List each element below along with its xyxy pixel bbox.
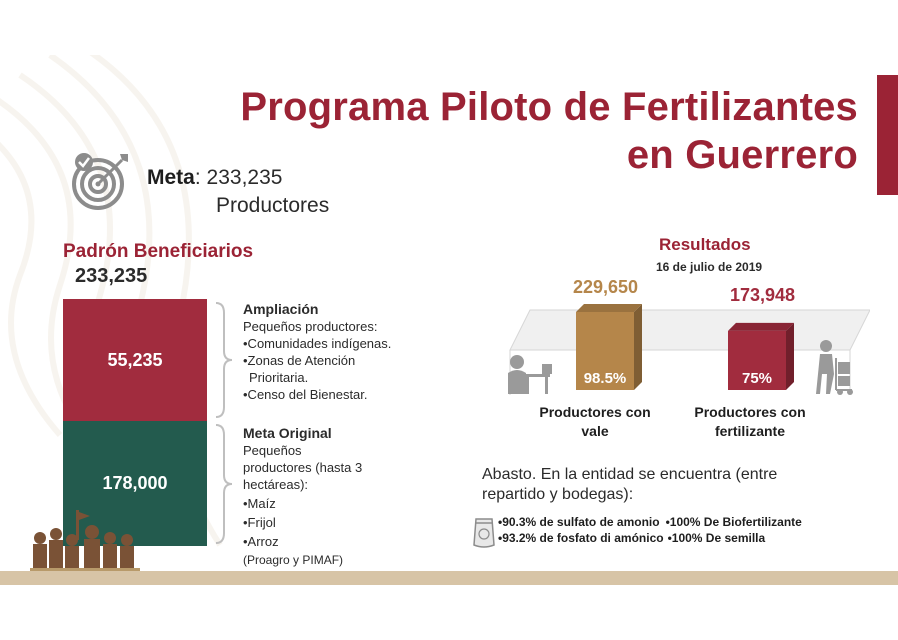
- abasto-item: •90.3% de sulfato de amonio: [498, 515, 660, 529]
- meta-label: Meta: [147, 166, 195, 189]
- meta-text: [147, 166, 282, 190]
- category-label-line: Productores con: [539, 404, 651, 420]
- abasto-text: [482, 465, 777, 505]
- ampliacion-heading: Ampliación: [243, 301, 319, 317]
- sack-icon: [470, 515, 498, 549]
- meta-original-line: •Arroz: [243, 534, 279, 549]
- meta-value: : 233,235: [194, 166, 283, 189]
- ampliacion-line: •Comunidades indígenas.: [243, 336, 392, 351]
- target-icon: [70, 150, 132, 212]
- page-title: [240, 83, 858, 179]
- result-bar: [576, 304, 642, 390]
- segment-ampliacion-label: 55,235: [107, 349, 163, 370]
- brace-meta-original: [212, 423, 234, 545]
- ampliacion-line: •Censo del Bienestar.: [243, 387, 368, 402]
- segment-ampliacion: [63, 299, 207, 421]
- meta-original-line: Pequeños: [243, 443, 302, 458]
- meta-original-line: hectáreas):: [243, 477, 309, 492]
- heroes-illustration: [30, 510, 140, 572]
- abasto-items: [498, 514, 802, 546]
- ampliacion-line: •Zonas de Atención: [243, 353, 356, 368]
- bar-percent-label: 75%: [741, 370, 773, 387]
- meta-original-line: productores (hasta 3: [243, 460, 363, 475]
- padron-total: 233,235: [75, 265, 148, 287]
- result-bar: [728, 323, 794, 390]
- abasto-line: Abasto. En la entidad se encuentra (entre: [482, 466, 778, 483]
- meta-original-line: •Frijol: [243, 515, 276, 530]
- resultados-chart: [490, 270, 870, 395]
- resultados-title: Resultados: [659, 235, 751, 254]
- category-label-line: Productores con: [694, 404, 806, 420]
- brace-ampliacion: [212, 301, 234, 419]
- meta-original-line: (Proagro y PIMAF): [243, 553, 344, 567]
- meta-original-description: [243, 425, 362, 569]
- category-label-fertilizante: [675, 403, 825, 441]
- bar-value-label: 173,948: [730, 285, 796, 305]
- chart-platform: [510, 310, 870, 395]
- meta-original-line: •Maíz: [243, 496, 276, 511]
- footer-bar: [0, 571, 898, 585]
- segment-meta-original-label: 178,000: [102, 473, 168, 493]
- abasto-line: repartido y bodegas):: [482, 486, 634, 503]
- ampliacion-line: Prioritaria.: [249, 370, 309, 385]
- category-label-line: fertilizante: [714, 423, 785, 439]
- meta-original-heading: Meta Original: [243, 425, 332, 441]
- meta-unit: Productores: [216, 194, 330, 217]
- accent-stripe: [877, 75, 898, 195]
- bar-value-label: 229,650: [573, 277, 639, 297]
- abasto-item: •100% De semilla: [667, 531, 766, 545]
- bar-percent-label: 98.5%: [583, 370, 627, 387]
- category-label-line: vale: [581, 423, 609, 439]
- title-line-1: Programa Piloto de Fertilizantes: [240, 85, 858, 129]
- abasto-row: [498, 514, 802, 530]
- abasto-item: •100% De Biofertilizante: [665, 515, 802, 529]
- category-label-vale: [520, 403, 670, 441]
- abasto-row: [498, 530, 802, 546]
- title-line-2: en Guerrero: [626, 133, 858, 177]
- abasto-item: •93.2% de fosfato di amónico: [498, 531, 664, 545]
- resultados-date: 16 de julio de 2019: [656, 260, 763, 274]
- ampliacion-description: [243, 301, 391, 403]
- padron-title: Padrón Beneficiarios: [63, 241, 254, 262]
- desk-person-icon: [508, 355, 552, 394]
- slide: [0, 55, 898, 585]
- ampliacion-line: Pequeños productores:: [243, 319, 378, 334]
